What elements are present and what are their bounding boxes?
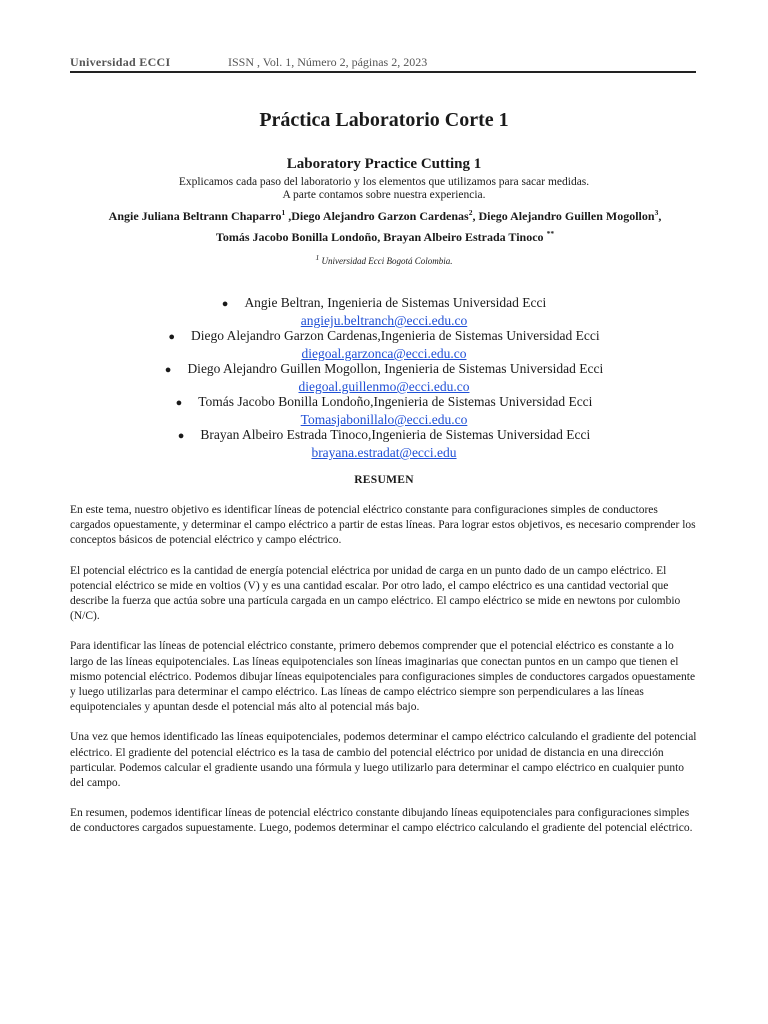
affiliation-text: Universidad Ecci Bogotá Colombia. xyxy=(319,256,453,266)
university-name: Universidad ECCI xyxy=(70,55,171,69)
contact-item xyxy=(0,327,768,360)
contact-email-link[interactable]: brayana.estradat@ecci.edu xyxy=(311,445,457,460)
header-rule xyxy=(70,71,696,73)
contact-item xyxy=(0,426,768,459)
contact-item xyxy=(0,294,768,327)
bullet-icon: ● xyxy=(175,397,183,409)
bullet-icon: ● xyxy=(177,430,185,442)
contact-list xyxy=(0,294,768,459)
contact-name: Diego Alejandro Garzon Cardenas,Ingenieria de Sistemas Universidad Ecci xyxy=(191,328,600,343)
paper-title: Práctica Laboratorio Corte 1 xyxy=(259,109,509,131)
affiliation xyxy=(0,253,768,266)
abstract-paragraph: En este tema, nuestro objetivo es identificar líneas de potencial eléctrico constante para configuraciones simples de conductores cargados opuestamente, y determinar el campo eléctrico a partir de estas líneas. Para lograr estos objetivos, es necesario comprender los conceptos básicos de potencial eléctrico y campo eléctrico. xyxy=(70,504,696,547)
running-header xyxy=(70,55,696,70)
bullet-icon: ● xyxy=(221,298,229,310)
author-superscript: ** xyxy=(546,229,555,238)
paper-description xyxy=(0,176,768,202)
contact-item xyxy=(0,393,768,426)
bullet-icon: ● xyxy=(168,331,176,343)
abstract-body xyxy=(70,503,700,852)
author-name: , Diego Alejandro Guillen Mogollon xyxy=(472,209,655,223)
description-line: A parte contamos sobre nuestra experiencia. xyxy=(282,189,486,201)
author-separator: , xyxy=(658,209,662,223)
author-list xyxy=(70,204,700,246)
contact-email-link[interactable]: diegoal.guillenmo@ecci.edu.co xyxy=(298,379,470,394)
author-superscript: 2 xyxy=(468,208,473,217)
contact-email-link[interactable]: angieju.beltranch@ecci.edu.co xyxy=(300,313,468,328)
author-name: ,Diego Alejandro Garzon Cardenas xyxy=(285,209,469,223)
contact-email-link[interactable]: diegoal.garzonca@ecci.edu.co xyxy=(301,346,467,361)
author-line xyxy=(70,204,700,225)
abstract-paragraph: Para identificar las líneas de potencial eléctrico constante, primero debemos comprender que el potencial eléctrico es constante a lo largo de las líneas equipotenciales. Las líneas equipotenciales son líneas imaginarias que conectan puntos en un campo que tienen el mismo potencial eléctrico. Podemos dibujar líneas equipotenciales para configuraciones simples de conductores cargados opuestamente y luego utilizarlas para determinar el campo eléctrico. Las líneas de campo eléctrico siempre son perpendiculares a las líneas equipotenciales y apuntan desde el potencial más alto al potencial más bajo. xyxy=(70,640,696,714)
contact-item xyxy=(0,360,768,393)
contact-name: Tomás Jacobo Bonilla Londoño,Ingenieria de Sistemas Universidad Ecci xyxy=(198,394,593,409)
contact-name: Angie Beltran, Ingenieria de Sistemas Universidad Ecci xyxy=(244,295,547,310)
contact-name: Diego Alejandro Guillen Mogollon, Ingenieria de Sistemas Universidad Ecci xyxy=(187,361,604,376)
bullet-icon: ● xyxy=(164,364,172,376)
description-line: Explicamos cada paso del laboratorio y los elementos que utilizamos para sacar medidas. xyxy=(178,176,590,188)
author-superscript: 3 xyxy=(654,208,659,217)
affiliation-superscript: 1 xyxy=(315,253,320,262)
contact-email-link[interactable]: Tomasjabonillalo@ecci.edu.co xyxy=(300,412,468,427)
section-heading-resumen: RESUMEN xyxy=(354,474,414,486)
abstract-paragraph: El potencial eléctrico es la cantidad de energía potencial eléctrica por unidad de carga en un punto dado de un campo eléctrico. El potencial eléctrico se mide en voltios (V) y es una cantidad escalar. Por otro lado, el campo eléctrico es una cantidad vectorial que describe la fuerza que actúa sobre una partícula cargada en un campo eléctrico. El campo eléctrico se mide en newtons por culombio (N/C). xyxy=(70,564,681,623)
author-superscript: 1 xyxy=(281,208,286,217)
abstract-paragraph: Una vez que hemos identificado las líneas equipotenciales, podemos determinar el campo eléctrico calculando el gradiente del potencial eléctrico. El gradiente del potencial eléctrico es la tasa de cambio del potencial eléctrico por unidad de distancia en una dirección particular. Podemos calcular el gradiente usando una fórmula y luego utilizarlo para determinar el campo eléctrico en cualquier punto del campo. xyxy=(70,731,697,790)
issn-info: ISSN , Vol. 1, Número 2, páginas 2, 2023 xyxy=(228,55,428,69)
author-line xyxy=(70,225,700,246)
author-name: Angie Juliana Beltrann Chaparro xyxy=(108,209,282,223)
author-name: Tomás Jacobo Bonilla Londoño, Brayan Albeiro Estrada Tinoco xyxy=(215,230,544,244)
abstract-paragraph: En resumen, podemos identificar líneas de potencial eléctrico constante dibujando líneas equipotenciales para configuraciones simples de conductores cargados supuestamente. Luego, podemos determinar el campo eléctrico calculando el gradiente del potencial eléctrico. xyxy=(70,807,693,835)
paper-subtitle: Laboratory Practice Cutting 1 xyxy=(286,156,482,172)
contact-name: Brayan Albeiro Estrada Tinoco,Ingenieria de Sistemas Universidad Ecci xyxy=(200,427,591,442)
